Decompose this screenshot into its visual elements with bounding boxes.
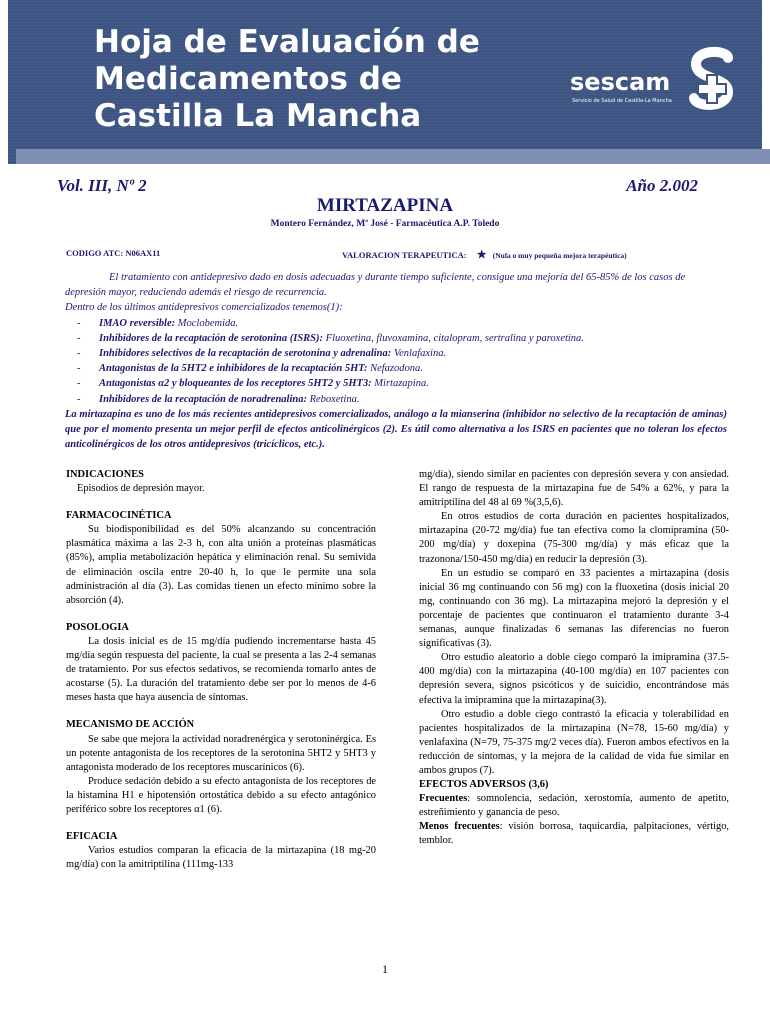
header-banner	[8, 0, 762, 164]
class-item: - Inhibidores selectivos de la recaptación de serotonina y adrenalina: Venlafaxina.	[65, 346, 727, 361]
sescam-s-cross-logo-icon	[684, 46, 740, 112]
class-item: - Antagonistas α2 y bloqueantes de los receptores 5HT2 y 5HT3: Mirtazapina.	[65, 376, 727, 391]
section-heading-indicaciones: INDICACIONES	[66, 469, 144, 480]
star-icon: ★	[476, 249, 487, 261]
class-item: - Inhibidores de la recaptación de noradrenalina: Reboxetina.	[65, 392, 727, 407]
less-frequent-text: : visión borrosa, taquicardia, palpitaciones, vértigo, temblor.	[419, 821, 729, 847]
less-frequent-effects	[419, 820, 729, 848]
rating-label: VALORACION TERAPEUTICA:	[342, 250, 467, 260]
sescam-logo-subtitle: Servicio de Salud de Castilla-La Mancha	[572, 98, 672, 104]
title-line-3: Castilla La Mancha	[94, 98, 422, 134]
publication-title	[94, 24, 480, 135]
abstract-intro-2: Dentro de los últimos antidepresivos comercializados tenemos(1):	[65, 302, 343, 314]
sescam-logo-text: sescam	[570, 68, 671, 96]
mecanismo-text-1: Se sabe que mejora la actividad noradrenérgica y serotoninérgica. Es un potente antagonista de los receptores de la serotonina 5HT2 y 5HT3 y antagonista moderado de los receptores muscarínicos (6).	[66, 733, 376, 773]
frequent-label: Frecuentes	[419, 793, 468, 805]
abstract-section	[65, 270, 727, 452]
right-column	[419, 468, 729, 849]
frequent-text: : somnolencia, sedación, xerostomía, aumento de apetito, estreñimiento y ganancia de peso.	[419, 793, 729, 819]
eficacia-text: Varios estudios comparan la eficacia de la mirtazapina (18 mg-20 mg/día) con la amitriptilina (111mg-133	[66, 845, 376, 871]
section-heading-farmacocinetica: FARMACOCINÉTICA	[66, 510, 172, 522]
section-heading-posologia: POSOLOGIA	[66, 621, 129, 633]
section-heading-efectos-adversos: EFECTOS ADVERSOS (3,6)	[419, 779, 549, 791]
eficacia-continued-text: mg/día), siendo similar en pacientes con depresión severa y con ansiedad. El rango de respuesta de la mirtazapina fue de 54% a 62%, y para la amitriptilina del 48 al 69 %(3,5,6).	[419, 469, 729, 509]
class-item: - Antagonistas de la 5HT2 e inhibidores de la recaptación 5HT: Nefazodona.	[65, 361, 727, 376]
atc-code: CODIGO ATC: N06AX11	[66, 248, 161, 258]
indicaciones-text: Episodios de depresión mayor.	[77, 483, 205, 495]
study-paragraph: En un estudio se comparó en 33 pacientes a mirtazapina (dosis inicial 36 mg continuando con 56 mg) con la fluoxetina (dosis inicial 20 mg, continuando con 36 mg). La mirtazapina mejoró la depresión y el porcentaje de pacientes que continuaron el tratamiento durante 3-4 semanas, aunque finalizadas 6 semanas las diferencias no fueron significativas (3).	[419, 567, 729, 650]
left-column	[66, 468, 376, 872]
title-line-1: Hoja de Evaluación de	[94, 24, 480, 60]
class-item: - Inhibidores de la recaptación de serotonina (ISRS): Fluoxetina, fluvoxamina, citalopram, sertralina y paroxetina.	[65, 331, 727, 346]
section-heading-eficacia: EFICACIA	[66, 831, 118, 843]
mecanismo-text-2: Produce sedación debido a su efecto antagonista de los receptores de la histamina H1 e hipotensión ortostática debido a su efecto antagónico periférico sobre los receptores α1 (6).	[66, 775, 376, 815]
frequent-effects	[419, 792, 729, 820]
drug-name-title: MIRTAZAPINA	[316, 195, 454, 216]
antidepressant-class-list	[65, 316, 727, 407]
authors-line: Montero Fernández, Mª José - Farmacéutica A.P. Toledo	[270, 219, 500, 229]
rating-text: (Nula o muy pequeña mejora terapéutica)	[492, 251, 627, 260]
farmacocinetica-text: Su biodisponibilidad es del 50% alcanzando su concentración plasmática máxima a las 2-3 h, con alta unión a proteínas plasmáticas (85%), amplia metabolización hepática y eliminación renal. Su semivida de eliminación oscila entre 20-40 h, lo que le permite una sola administración al día (3). Las comidas tienen un efecto mínimo sobre la absorción (4).	[66, 524, 376, 606]
study-paragraph: En otros estudios de corta duración en pacientes hospitalizados, mirtazapina (20-72 mg/día) fue tan efectiva como la clomipramina (50-200 mg/día) y doxepina (75-300 mg/día) y más eficaz que la trazonona/150-450 mg/día) en reducir la depresión (3).	[419, 511, 729, 565]
title-line-2: Medicamentos de	[94, 61, 402, 97]
less-frequent-label: Menos frecuentes	[419, 821, 500, 833]
study-paragraph: Otro estudio aleatorio a doble ciego comparó la imipramina (37.5-400 mg/día) con la mirtazapina (40-100 mg/día) en 107 pacientes con depresión severa, signos psicóticos y de suicidio, encontrándose más efectiva la imipramina que la mirtazapina(3).	[419, 652, 729, 706]
posologia-text: La dosis inicial es de 15 mg/día pudiendo incrementarse hasta 45 mg/día según respuesta del paciente, la cual se presenta a las 2-4 semanas de tratamiento. Por sus efectos sedativos, se recomienda tomarlo antes de acostarse (5). La duración del tratamiento debe ser por lo menos de 4-6 meses hasta que haya ausencia de síntomas.	[66, 635, 376, 704]
page-number: 1	[382, 962, 388, 976]
publication-year: Año 2.002	[626, 176, 698, 195]
study-paragraph: Otro estudio a doble ciego contrastó la eficacia y tolerabilidad en pacientes hospitalizados de la mirtazapina (N=78, 15-60 mg/día) y venlafaxina (N=79, 75-375 mg/2 veces día). Fueron ambos efectivos en la reducción de síntomas, y la mejora de la calidad de vida fue similar en ambos grupos (7).	[419, 708, 729, 776]
section-heading-mecanismo: MECANISMO DE ACCIÓN	[66, 719, 195, 731]
therapeutic-rating	[342, 248, 627, 261]
banner-strip	[16, 149, 770, 164]
abstract-intro: El tratamiento con antidepresivo dado en dosis adecuadas y durante tiempo suficiente, consigue una mejoría del 65-85% de los casos de depresión mayor, reduciendo además el riesgo de recurrencia.	[65, 272, 686, 299]
class-item: - IMAO reversible: Moclobemida.	[65, 316, 727, 331]
abstract-summary: La mirtazapina es uno de los más recientes antidepresivos comercializados, análogo a la mianserina (inhibidor no selectivo de la recaptación de aminas) que por el momento presenta un mejor perfil de efectos anticolinérgicos (2). Es útil como alternativa a los ISRS en pacientes que no toleran los efectos anticolinérgicos de los otros antidepresivos (tricíclicos, etc.).	[65, 408, 727, 451]
volume-number: Vol. III, Nº 2	[57, 176, 147, 195]
